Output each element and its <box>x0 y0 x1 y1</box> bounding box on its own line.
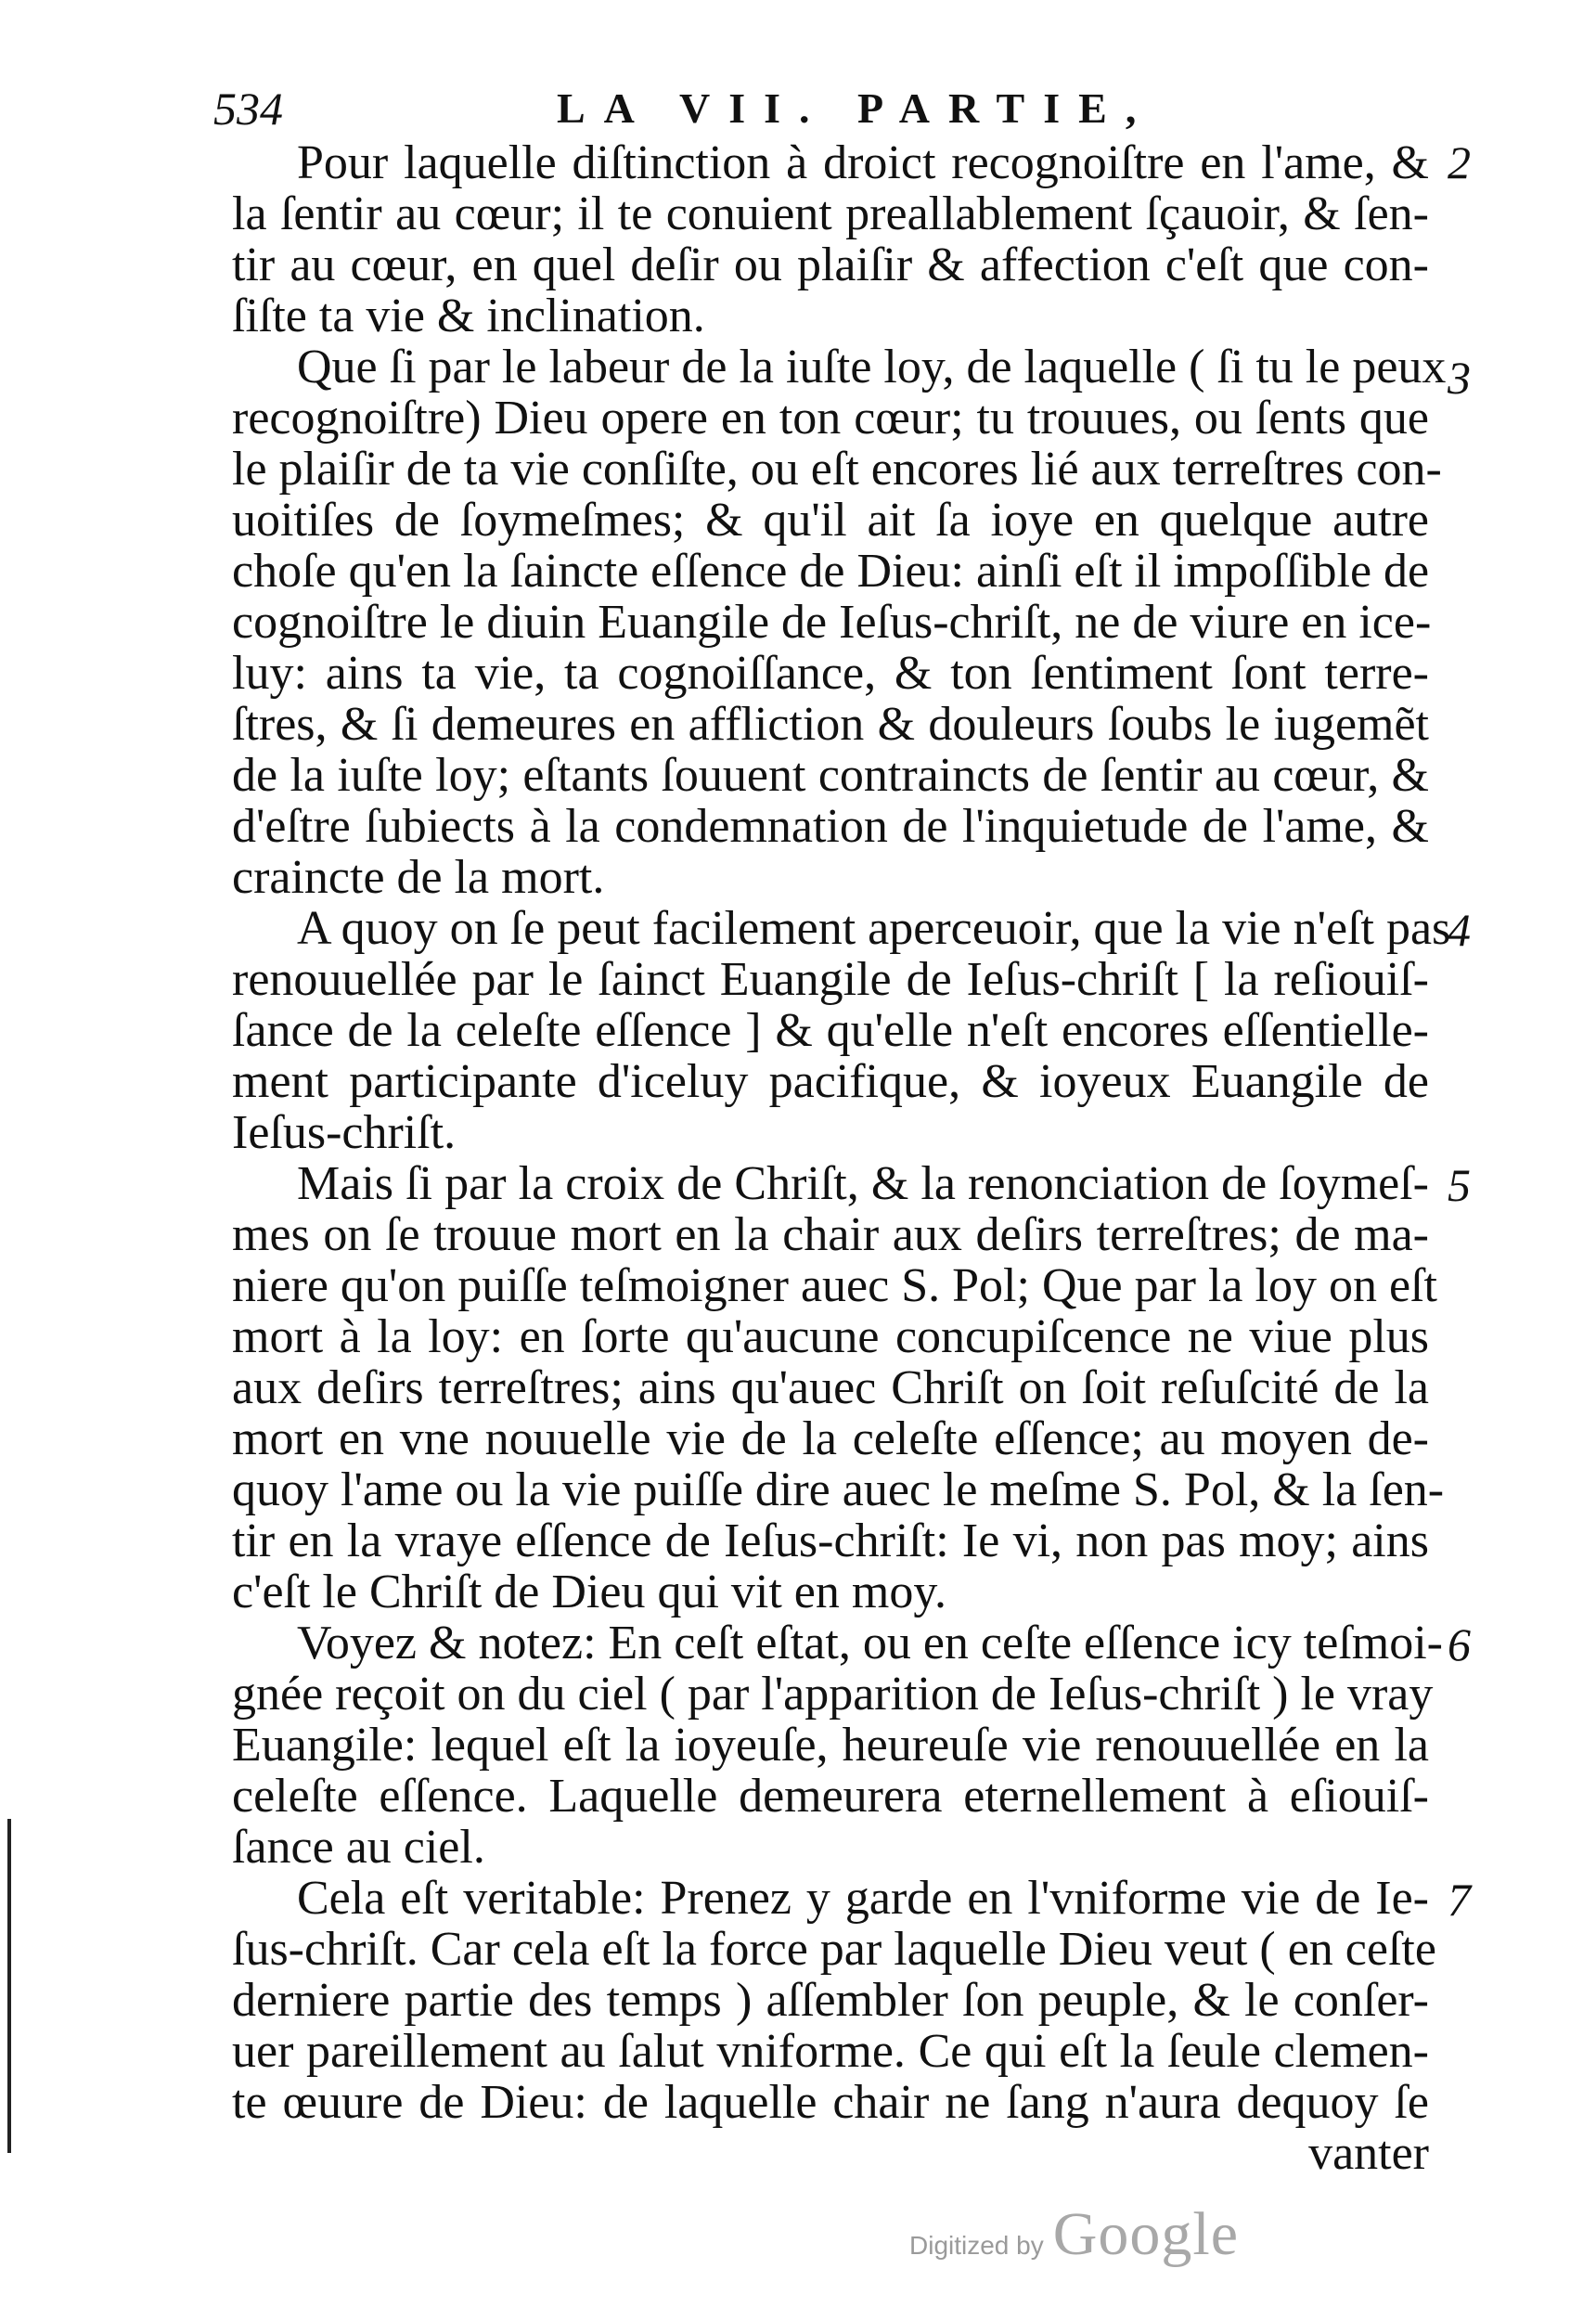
text-line: derniere partie des temps ) aſſembler ſon peuple, & le conſer- <box>232 1974 1429 2027</box>
text-line: mes on ſe trouue mort en la chair aux deſirs terreſtres; de ma- <box>232 1208 1429 1261</box>
digitized-label: Digitized by <box>909 2231 1044 2260</box>
text-line: luy: ains ta vie, ta cognoiſſance, & ton ſentiment ſont terre- <box>232 647 1429 700</box>
text-line: aux deſirs terreſtres; ains qu'auec Chriſt on ſoit reſuſcité de la <box>232 1361 1429 1414</box>
text-line: choſe qu'en la ſaincte eſſence de Dieu: ainſi eſt il impoſſible de <box>232 545 1430 598</box>
text-line: te œuure de Dieu: de laquelle chair ne ſang n'aura dequoy ſe <box>232 2076 1429 2129</box>
text-line: craincte de la mort. <box>232 851 605 904</box>
text-line: quoy l'ame ou la vie puiſſe dire auec le meſme S. Pol, & la ſen- <box>232 1463 1445 1516</box>
text-line: Mais ſi par la croix de Chriſt, & la renonciation de ſoymeſ- <box>297 1157 1429 1210</box>
text-line: ſance de la celeſte eſſence ] & qu'elle n'eſt encores eſſentielle- <box>232 1004 1429 1057</box>
text-line: recognoiſtre) Dieu opere en ton cœur; tu trouues, ou ſents que <box>232 392 1429 445</box>
text-line: renouuellée par le ſainct Euangile de Ieſus-chriſt [ la reſiouiſ- <box>232 953 1429 1006</box>
text-line: Ieſus-chriſt. <box>232 1106 457 1159</box>
text-line: celeſte eſſence. Laquelle demeurera eternellement à eſiouiſ- <box>232 1770 1429 1823</box>
text-line: Voyez & notez: En ceſt eſtat, ou en ceſte eſſence icy teſmoi- <box>297 1617 1443 1669</box>
paragraph <box>232 1872 1471 2129</box>
text-line: Pour laquelle diſtinction à droict recognoiſtre en l'ame, & <box>297 136 1429 189</box>
text-line: c'eſt le Chriſt de Dieu qui vit en moy. <box>232 1566 946 1618</box>
google-logo: Google <box>1052 2200 1240 2268</box>
body-text <box>232 136 1471 2180</box>
text-line: ment participante d'iceluy pacifique, & ioyeux Euangile de <box>232 1055 1429 1108</box>
text-line: niere qu'on puiſſe teſmoigner auec S. Pol; Que par la loy on eſt <box>232 1259 1437 1312</box>
margin-number: 3 <box>1448 352 1471 404</box>
page-number: 534 <box>213 83 283 135</box>
text-line: uoitiſes de ſoymeſmes; & qu'il ait ſa ioye en quelque autre <box>232 494 1429 547</box>
margin-number: 2 <box>1448 136 1471 188</box>
text-line: ſiſte ta vie & inclination. <box>232 290 705 342</box>
margin-number: 5 <box>1448 1159 1471 1211</box>
catchword: vanter <box>1308 2127 1429 2180</box>
running-head: LA VII. PARTIE, <box>557 84 1155 132</box>
text-line: Que ſi par le labeur de la iuſte loy, de laquelle ( ſi tu le peux <box>297 341 1447 393</box>
text-line: ſtres, & ſi demeures en affliction & douleurs ſoubs le iugemẽt <box>232 698 1429 751</box>
text-line: tir au cœur, en quel deſir ou plaiſir & affection c'eſt que con- <box>232 238 1429 291</box>
text-line: A quoy on ſe peut facilement aperceuoir, que la vie n'eſt pas <box>297 902 1451 955</box>
paragraph <box>232 1157 1471 1618</box>
text-line: de la iuſte loy; eſtants ſouuent contraincts de ſentir au cœur, & <box>232 749 1429 802</box>
paragraph <box>232 341 1471 904</box>
margin-number: 4 <box>1448 904 1471 956</box>
paragraph <box>232 136 1471 342</box>
margin-number: 7 <box>1448 1874 1471 1926</box>
text-line: ſance au ciel. <box>232 1821 485 1874</box>
paragraph <box>232 1617 1471 1874</box>
margin-number: 6 <box>1448 1618 1471 1670</box>
text-line: Euangile: lequel eſt la ioyeuſe, heureuſe vie renouuellée en la <box>232 1719 1429 1772</box>
digitized-watermark <box>909 2199 1239 2274</box>
text-line: mort à la loy: en ſorte qu'aucune concupiſcence ne viue plus <box>232 1310 1429 1363</box>
text-line: ſus-chriſt. Car cela eſt la force par laquelle Dieu veut ( en ceſte <box>232 1923 1436 1976</box>
text-line: gnée reçoit on du ciel ( par l'apparition de Ieſus-chriſt ) le vray <box>232 1668 1434 1721</box>
page-edge-mark <box>7 1819 11 2153</box>
text-line: tir en la vraye eſſence de Ieſus-chriſt: Ie vi, non pas moy; ains <box>232 1514 1429 1567</box>
text-line: uer pareillement au ſalut vniforme. Ce qui eſt la ſeule clemen- <box>232 2025 1429 2078</box>
text-line: Cela eſt veritable: Prenez y garde en l'vniforme vie de Ie- <box>297 1872 1429 1925</box>
text-line: la ſentir au cœur; il te conuient preallablement ſçauoir, & ſen- <box>232 187 1429 240</box>
text-line: mort en vne nouuelle vie de la celeſte eſſence; au moyen de- <box>232 1412 1429 1465</box>
text-line: le plaiſir de ta vie conſiſte, ou eſt encores lié aux terreſtres con- <box>232 443 1442 496</box>
text-line: d'eſtre ſubiects à la condemnation de l'inquietude de l'ame, & <box>232 800 1429 853</box>
text-line: cognoiſtre le diuin Euangile de Ieſus-chriſt, ne de viure en ice- <box>232 596 1432 649</box>
paragraph <box>232 902 1471 1159</box>
